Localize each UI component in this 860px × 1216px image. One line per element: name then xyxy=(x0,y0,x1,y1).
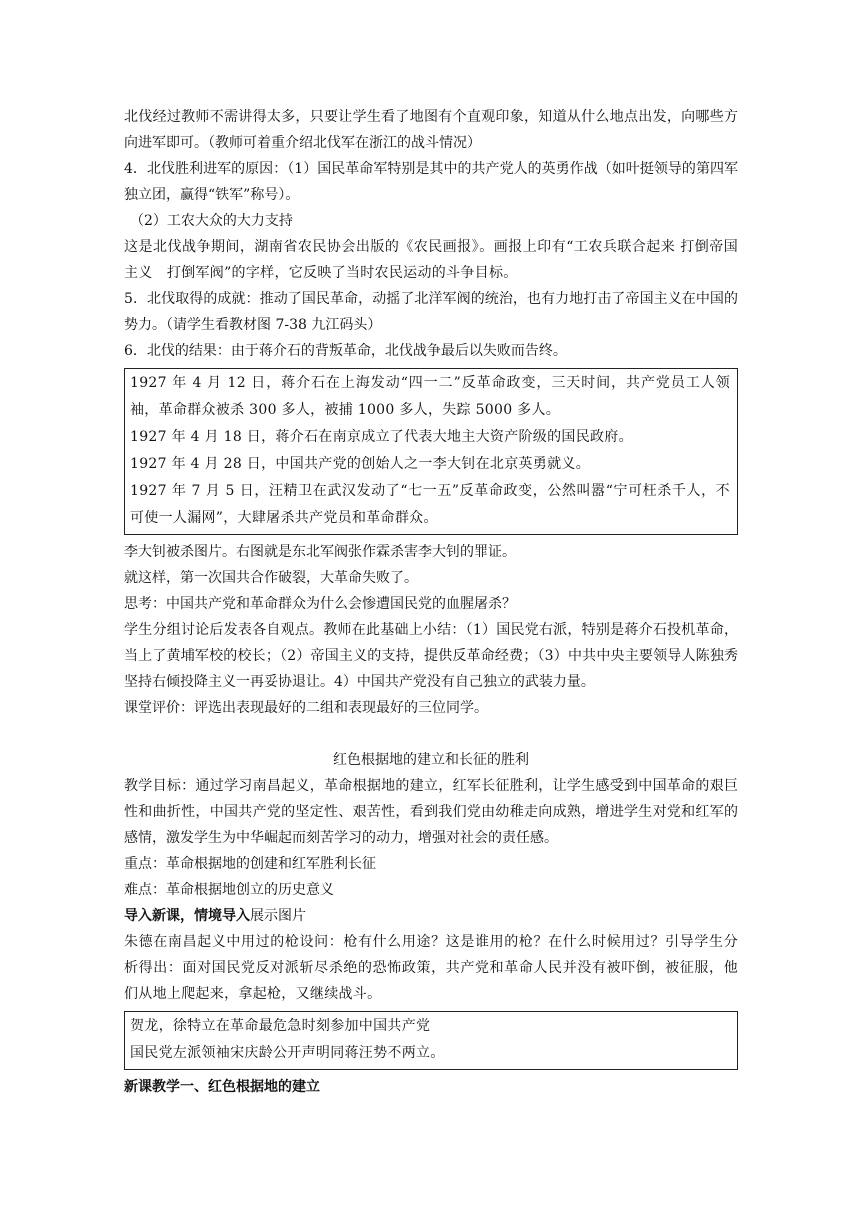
he-long-box xyxy=(124,1011,738,1070)
box-line-he-long: 贺龙，徐特立在革命最危急时刻参加中国共产党 xyxy=(130,1018,431,1034)
event-april-12: 1927 年 4 月 12 日，蒋介石在上海发动“四一二”反革命政变，三天时间，共产党员工人领袖，革命群众被杀 300 多人，被捕 1000 多人，失踪 5000 多人。 xyxy=(130,375,730,418)
event-april-18: 1927 年 4 月 18 日，蒋介石在南京成立了代表大地主大资产阶级的国民政府。 xyxy=(130,429,633,445)
paragraph-northern-expedition-map: 北伐经过教师不需讲得太多，只要让学生看了地图有个直观印象，知道从什么地点出发，向哪些方向进军即可。（教师可着重介绍北伐军在浙江的战斗情况） xyxy=(124,109,738,151)
paragraph-discussion-summary: 学生分组讨论后发表各自观点。教师在此基础上小结：（1）国民党右派，特别是蒋介石投机革命，当上了黄埔军校的校长；（2）帝国主义的支持，提供反革命经费；（3）中共中央主要领导人陈独秀坚持右倾投降主义一再妥协退让。4）中国共产党没有自己独立的武装力量。 xyxy=(124,622,738,690)
paragraph-key-point: 重点：革命根据地的创建和红军胜利长征 xyxy=(124,856,376,872)
paragraph-class-evaluation: 课堂评价：评选出表现最好的二组和表现最好的三位同学。 xyxy=(124,700,488,716)
section-heading: 新课教学一、红色根据地的建立 xyxy=(124,1079,320,1095)
document-page xyxy=(124,104,738,1100)
lesson-title: 红色根据地的建立和长征的胜利 xyxy=(333,752,529,768)
paragraph-zhu-de-gun: 朱德在南昌起义中用过的枪设问：枪有什么用途？这是谁用的枪？在什么时候用过？引导学生分析得出：面对国民党反对派斩尽杀绝的恐怖政策，共产党和革命人民并没有被吓倒，被征服，他们从地上爬起来，拿起枪，又继续战斗。 xyxy=(124,934,738,1002)
paragraph-teaching-goal: 教学目标：通过学习南昌起义，革命根据地的建立，红军长征胜利，让学生感受到中国革命的艰巨性和曲折性，中国共产党的坚定性、艰苦性，看到我们党由幼稚走向成熟，增进学生对党和红军的感情，激发学生为中华崛起而刻苦学习的动力，增强对社会的责任感。 xyxy=(124,778,738,846)
paragraph-peasant-pictorial: 这是北伐战争期间，湖南省农民协会出版的《农民画报》。画报上印有“工农兵联合起来 打倒帝国主义 打倒军阀”的字样，它反映了当时农民运动的斗争目标。 xyxy=(124,239,738,281)
events-1927-box xyxy=(124,368,738,535)
blank-line xyxy=(124,721,738,747)
paragraph-achievements: 5．北伐取得的成就：推动了国民革命，动摇了北洋军阀的统治，也有力地打击了帝国主义在中国的势力。（请学生看教材图 7-38 九江码头） xyxy=(124,291,738,333)
paragraph-li-dazhao-picture: 李大钊被杀图片。右图就是东北军阀张作霖杀害李大钊的罪证。 xyxy=(124,544,516,560)
introduction-label: 导入新课，情境导入 xyxy=(124,908,250,924)
paragraph-introduction xyxy=(124,903,738,929)
paragraph-victory-reasons: 4．北伐胜利进军的原因：（1）国民革命军特别是其中的共产党人的英勇作战（如叶挺领导的第四军独立团，赢得“铁军”称号）。 xyxy=(124,161,738,203)
event-april-28: 1927 年 4 月 28 日，中国共产党的创始人之一李大钊在北京英勇就义。 xyxy=(130,456,590,472)
paragraph-worker-peasant-support: （2）工农大众的大力支持 xyxy=(130,213,293,229)
paragraph-result: 6．北伐的结果：由于蒋介石的背叛革命，北伐战争最后以失败而告终。 xyxy=(124,343,567,359)
box-line-song-qingling: 国民党左派领袖宋庆龄公开声明同蒋汪势不两立。 xyxy=(130,1045,445,1061)
event-july-5: 1927 年 7 月 5 日，汪精卫在武汉发动了“七一五”反革命政变，公然叫嚣“宁可枉杀千人，不可使一人漏网”，大肆屠杀共产党员和革命群众。 xyxy=(130,483,730,526)
introduction-text: 展示图片 xyxy=(250,908,306,924)
paragraph-think-question: 思考：中国共产党和革命群众为什么会惨遭国民党的血腥屠杀？ xyxy=(124,596,516,612)
paragraph-cooperation-broken: 就这样，第一次国共合作破裂，大革命失败了。 xyxy=(124,570,418,586)
paragraph-difficulty: 难点：革命根据地创立的历史意义 xyxy=(124,882,334,898)
